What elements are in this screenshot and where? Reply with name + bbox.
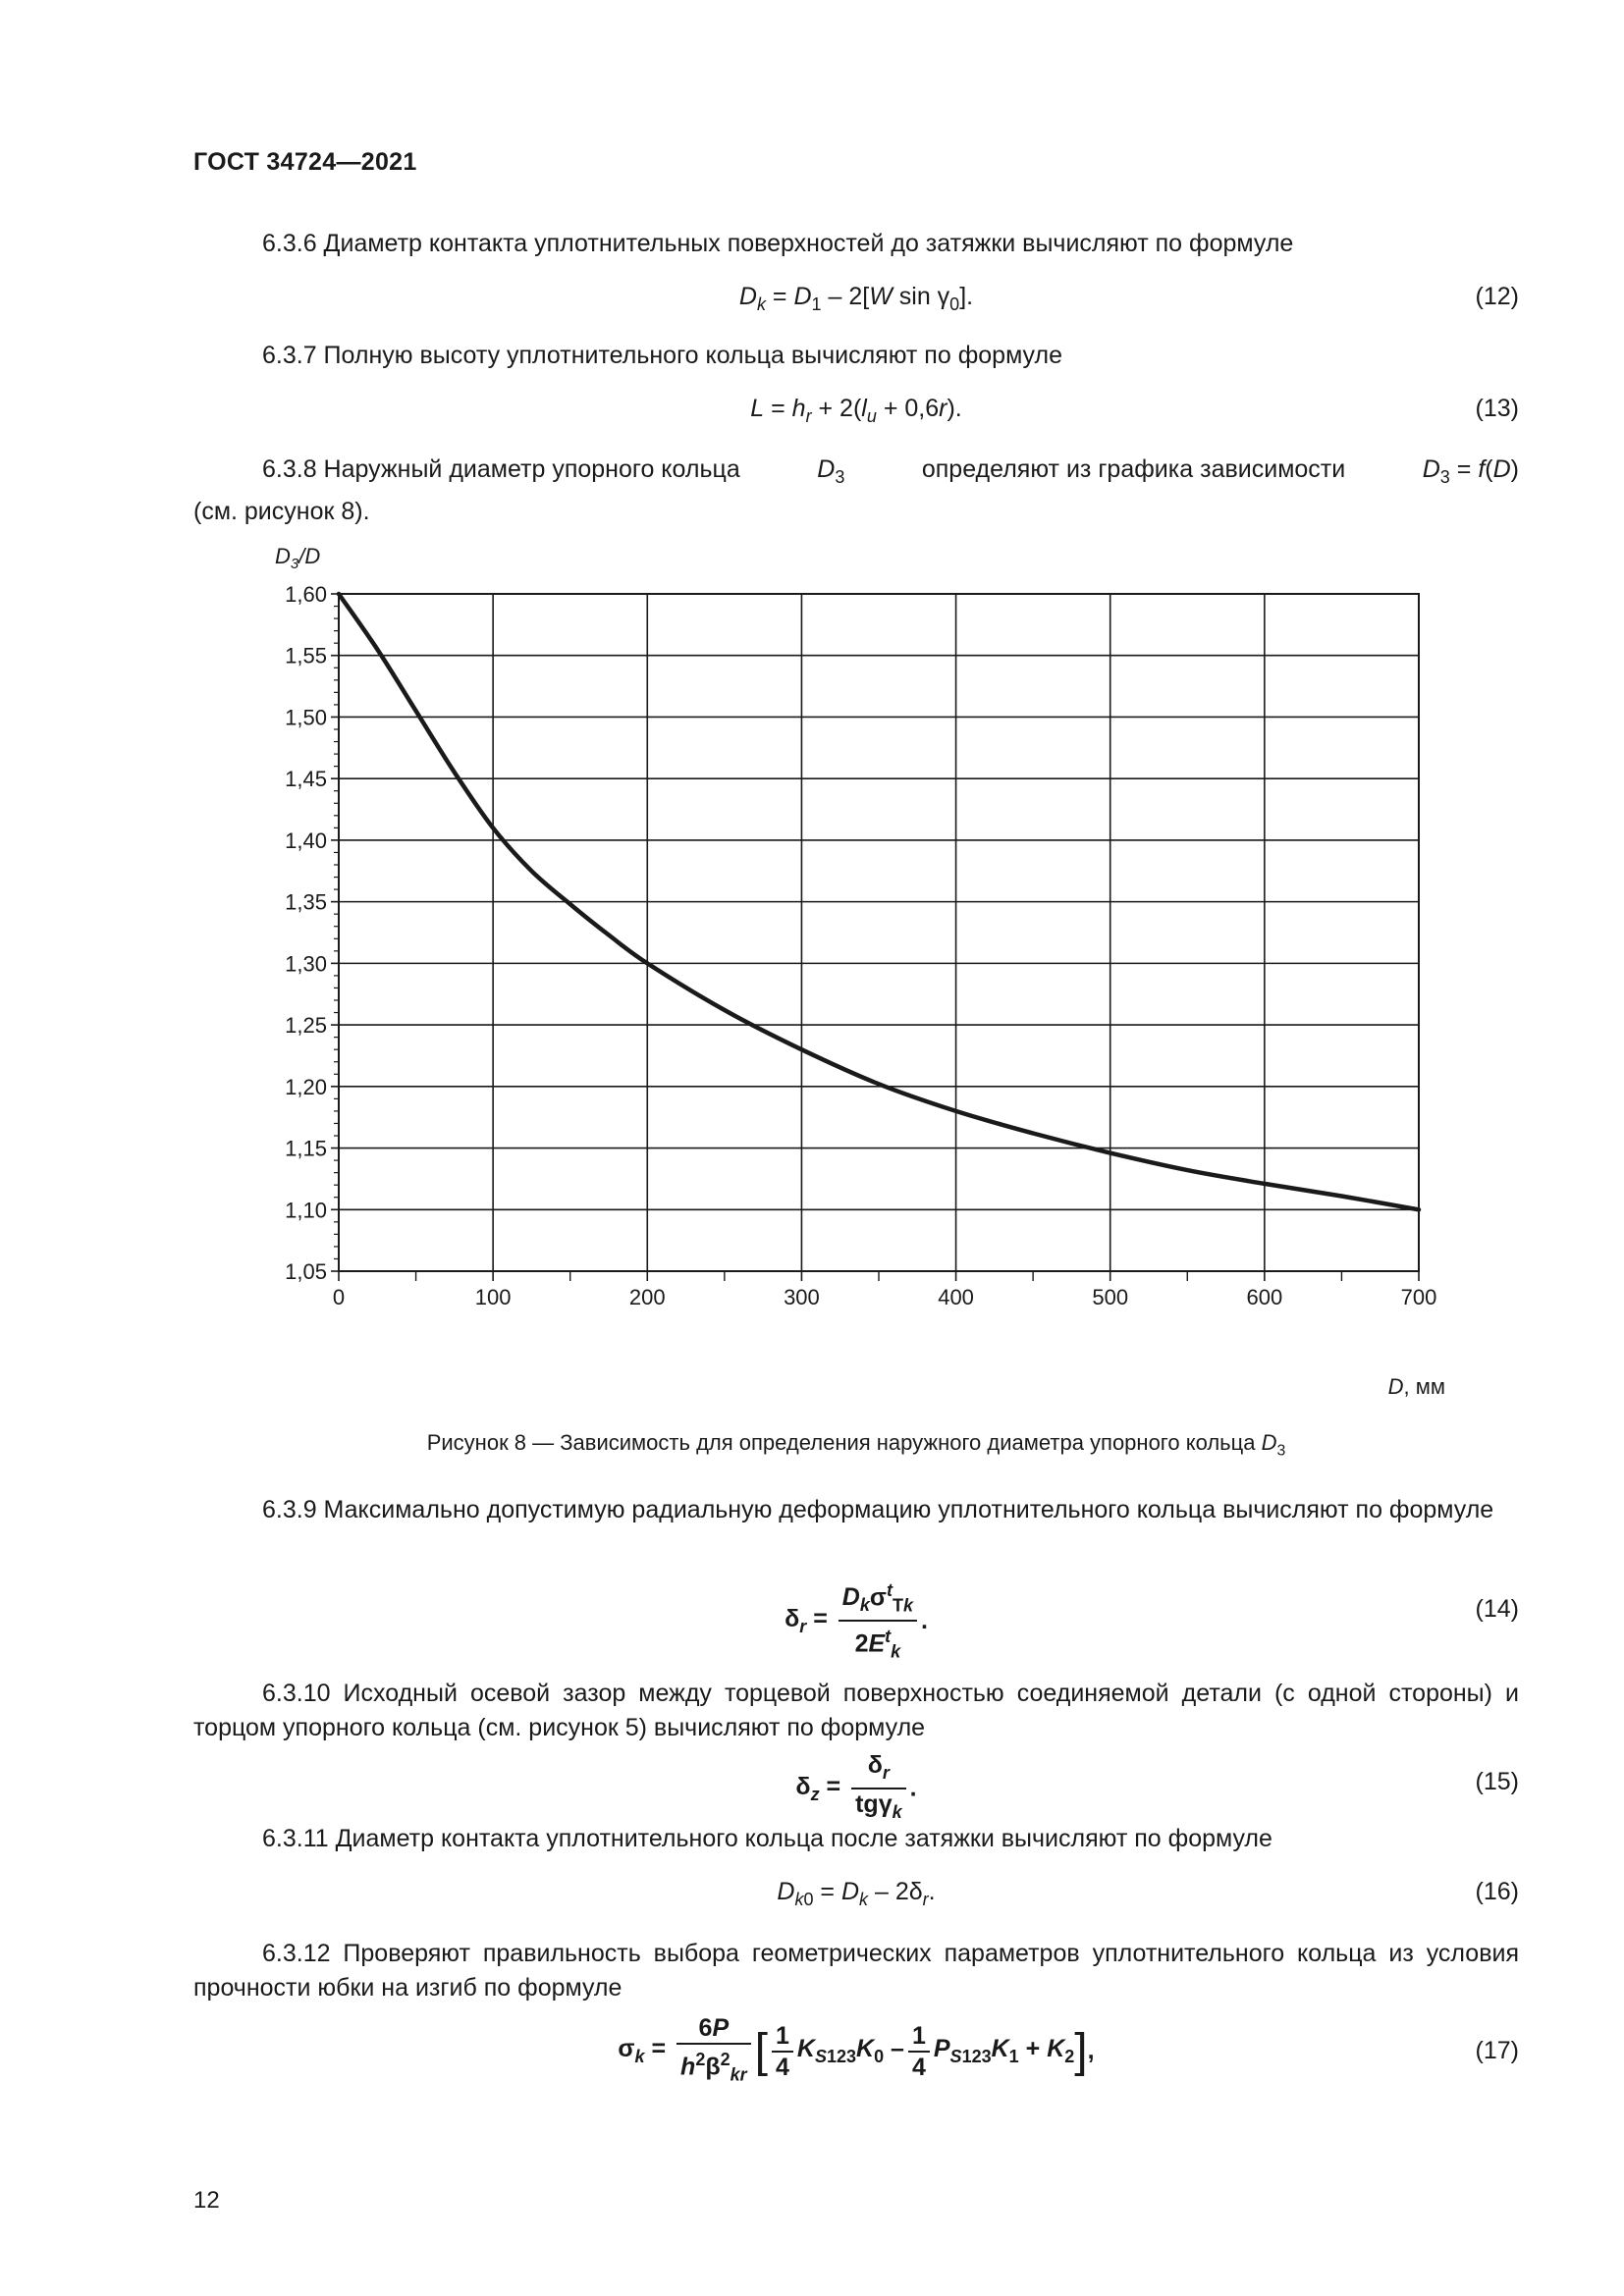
section-6-3-8-text-a: 6.3.8 Наружный диаметр упорного кольца <box>262 455 740 483</box>
page-number: 12 <box>193 2187 220 2214</box>
y-tick-label: 1,55 <box>285 643 327 668</box>
section-6-3-8-text-b: определяют из графика зависимости <box>921 455 1346 483</box>
x-tick-label: 400 <box>938 1285 974 1309</box>
figure-8-caption-text: Рисунок 8 — Зависимость для определения наружного диаметра упорного кольца <box>426 1430 1256 1455</box>
chart-x-axis-label: D, мм <box>1387 1374 1445 1399</box>
standard-header: ГОСТ 34724—2021 <box>193 148 417 176</box>
chart-minor-ticks <box>331 594 1419 1281</box>
chart-plot-frame <box>339 594 1419 1271</box>
x-tick-label: 700 <box>1400 1285 1437 1309</box>
formula-13 <box>193 395 1519 434</box>
figure-8-caption: Рисунок 8 — Зависимость для определения наружного диаметра упорного кольца $D_3$ <box>426 1430 1286 1460</box>
chart-x-tick-labels <box>333 1285 1436 1309</box>
y-tick-label: 1,30 <box>285 951 327 977</box>
formula-12-expression: $D_k = D_1 - 2[W$ $\sin \gamma_0$]. <box>738 283 974 314</box>
formula-17-expression: $\sigma_k$ = $\frac{6P}{h^2\beta^2_{kr}}$ [ $\frac{1}{4}$ $K_{S123}K_0$ – $\frac{1}{4}$ $P_{S123}K_1 + K_2$], <box>618 2014 1095 2085</box>
section-6-3-11-text: 6.3.11 Диаметр контакта уплотнительного кольца после затяжки вычисляют по формуле <box>262 1825 1272 1852</box>
formula-13-number: (13) <box>1475 395 1519 422</box>
y-tick-label: 1,15 <box>285 1136 327 1161</box>
section-6-3-8-symbol-d3: $D_3$ <box>817 455 845 487</box>
y-tick-label: 1,35 <box>285 889 327 915</box>
formula-15-number: (15) <box>1475 1768 1519 1795</box>
formula-17 <box>193 2015 1519 2094</box>
section-6-3-11 <box>193 1822 1519 1856</box>
y-tick-label: 1,20 <box>285 1074 327 1099</box>
x-tick-label: 600 <box>1246 1285 1283 1309</box>
section-6-3-8-function: $D_3 = f(D)$ <box>1422 455 1519 487</box>
section-6-3-9-text: 6.3.9 Максимально допустимую радиальную деформацию уплотнительного кольца вычисляют по формуле <box>262 1496 1494 1523</box>
section-6-3-12-text: 6.3.12 Проверяют правильность выбора геометрических параметров уплотнительного кольца из условия прочности юбки на изгиб по формуле <box>193 1940 1519 2002</box>
formula-16-expression: $D_{k0} = D_k - 2\delta_r$. <box>777 1878 936 1909</box>
formula-16 <box>193 1878 1519 1917</box>
formula-14-number: (14) <box>1475 1595 1519 1623</box>
section-6-3-9 <box>193 1493 1519 1527</box>
section-6-3-10-text: 6.3.10 Исходный осевой зазор между торцевой поверхностью соединяемой детали (с одной стороны) и торцом упорного кольца (см. рисунок 5) вычисляют по формуле <box>193 1680 1519 1741</box>
y-tick-label: 1,60 <box>285 582 327 607</box>
section-6-3-6 <box>193 227 1519 261</box>
formula-12-number: (12) <box>1475 283 1519 310</box>
chart-y-tick-labels <box>285 582 327 1284</box>
formula-16-number: (16) <box>1475 1878 1519 1905</box>
formula-13-expression: $L = h_r + 2(l_u + 0,6r)$. <box>750 395 962 426</box>
section-6-3-8-text-c: (см. рисунок 8). <box>193 498 370 525</box>
formula-14 <box>193 1577 1519 1662</box>
section-6-3-10 <box>193 1677 1519 1745</box>
formula-17-number: (17) <box>1475 2037 1519 2064</box>
x-tick-label: 200 <box>628 1285 666 1309</box>
formula-15 <box>193 1752 1519 1821</box>
section-6-3-8 <box>193 453 1519 529</box>
x-tick-label: 100 <box>474 1285 512 1309</box>
section-6-3-7 <box>193 339 1519 373</box>
x-tick-label: 0 <box>332 1285 346 1309</box>
section-6-3-12 <box>193 1937 1519 2005</box>
y-tick-label: 1,05 <box>285 1259 327 1284</box>
formula-14-expression: $\delta_r$ = $\frac{D_k\sigma^t_{Tk}}{2E^t_k}$ . <box>193 1577 1519 1665</box>
y-tick-label: 1,40 <box>285 828 327 853</box>
y-tick-label: 1,50 <box>285 705 327 730</box>
y-tick-label: 1,25 <box>285 1013 327 1039</box>
x-tick-label: 500 <box>1092 1285 1129 1309</box>
section-6-3-6-text: 6.3.6 Диаметр контакта уплотнительных поверхностей до затяжки вычисляют по формуле <box>262 230 1294 257</box>
figure-8-chart <box>255 535 1473 1399</box>
chart-grid <box>339 594 1419 1271</box>
x-tick-label: 300 <box>784 1285 820 1309</box>
y-tick-label: 1,10 <box>285 1198 327 1223</box>
formula-15-expression: $\delta_z$ = $\frac{\delta_r}{tg\gamma_k}$ . <box>795 1751 917 1822</box>
y-tick-label: 1,45 <box>285 767 327 792</box>
formula-12 <box>193 283 1519 322</box>
section-6-3-7-text: 6.3.7 Полную высоту уплотнительного кольца вычисляют по формуле <box>262 342 1062 369</box>
chart-y-axis-label: $D_3/D$ <box>275 544 321 572</box>
